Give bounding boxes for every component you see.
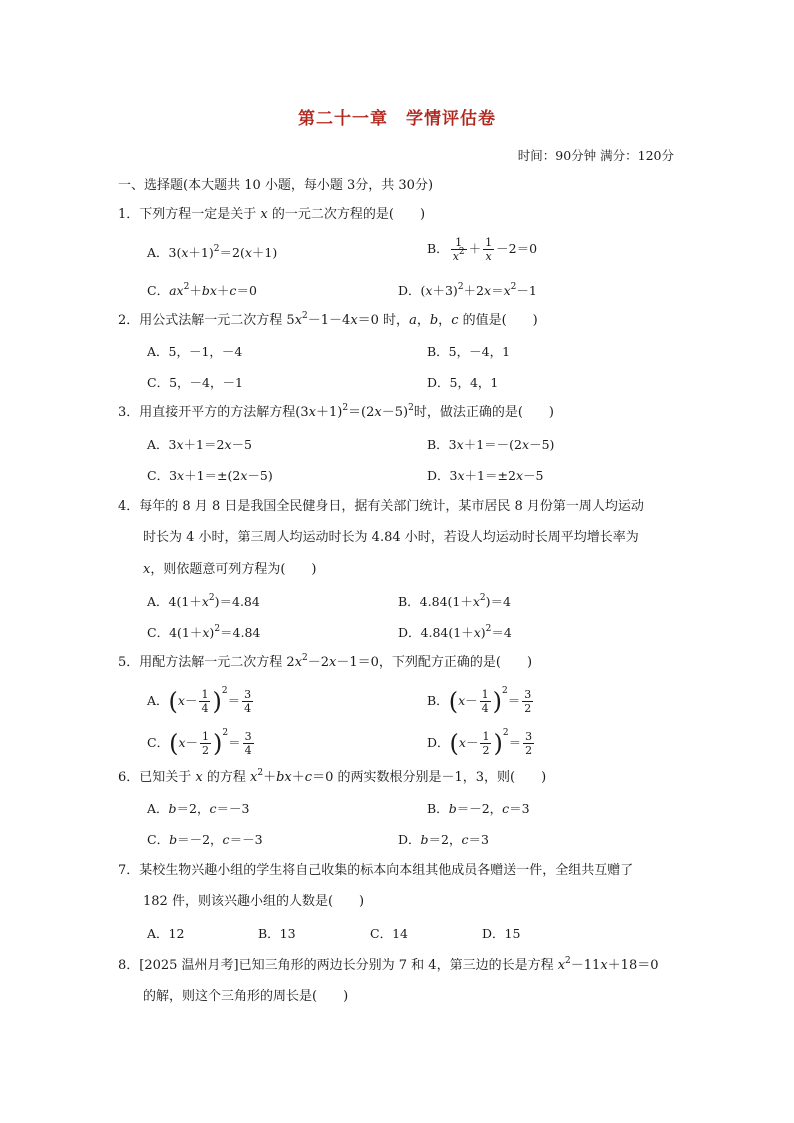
question-3-option-a: A．3x＋1＝2x－5 <box>147 437 252 452</box>
question-2-option-d: D．5，4，1 <box>427 375 499 390</box>
question-4-option-d: D．$4.84(1+x)^2=4$ <box>398 624 512 640</box>
question-4-option-b: B．$4.84(1+x^2)=4$ <box>398 593 511 609</box>
question-4-option-a: A．$4(1+x^2)=4.84$ <box>147 593 260 609</box>
question-1-option-a: A．$3(x+1)^2=2(x+1)$ <box>147 244 278 260</box>
question-1-option-c: C．$ax^2+bx+c=0$ <box>147 282 257 298</box>
question-6-option-c: C．b＝－2，c＝－3 <box>147 832 263 847</box>
question-3-option-c: C．3x＋1＝±(2x－5) <box>147 468 273 483</box>
question-7-stem-line-1: 7．某校生物兴趣小组的学生将自己收集的标本向本组其他成员各赠送一件，全组共互赠了 <box>118 863 634 878</box>
question-2-option-b: B．5，－4，1 <box>427 344 511 359</box>
question-3-stem: 3．用直接开平方的方法解方程$(3x+1)^2=(2x-5)^2$时，做法正确的是( ) <box>118 403 554 420</box>
question-4-option-c: C．$4(1+x)^2=4.84$ <box>147 624 261 640</box>
question-4-stem-line-2: 时长为 4 小时，第三周人均运动时长为 4.84 小时，若设人均运动时长周平均增长率为 <box>143 530 639 545</box>
question-8-stem-line-1: 8．[2025 温州月考]已知三角形的两边长分别为 7 和 4，第三边的长是方程 $x^2-11x+18=0$ <box>118 956 659 973</box>
question-5-option-a: A．(x－ $\frac{1}{4}$ )$^2$＝ $\frac{3}{4}$ <box>147 686 252 716</box>
question-3-option-b: B．3x＋1＝－(2x－5) <box>427 437 555 452</box>
question-6-option-a: A．b＝2，c＝－3 <box>147 801 250 816</box>
question-4-stem-line-1: 4．每年的 8 月 8 日是我国全民健身日，据有关部门统计，某市居民 8 月份第一周人均运动 <box>118 499 644 514</box>
question-6-option-d: D．b＝2，c＝3 <box>398 832 489 847</box>
question-1-option-d: D．$(x+3)^2+2x=x^2-1$ <box>398 282 537 298</box>
question-5-option-d: D．(x－ $\frac{1}{2}$ )$^2$＝ $\frac{3}{2}$ <box>427 728 533 758</box>
question-6-option-b: B．b＝－2，c＝3 <box>427 801 530 816</box>
question-8-stem-line-2: 的解，则这个三角形的周长是( ) <box>143 989 349 1004</box>
question-3-option-d: D．3x＋1＝±2x－5 <box>427 468 544 483</box>
question-2-option-a: A．5，－1，－4 <box>147 344 243 359</box>
question-2-option-c: C．5，－4，－1 <box>147 375 243 390</box>
question-7-option-a: A．12 <box>147 926 185 941</box>
question-2-stem: 2．用公式法解一元二次方程 $5x^2-1-4x=0$ 时，a，b，c 的值是( ) <box>118 311 538 328</box>
exam-meta: 时间：90分钟 满分：120分 <box>517 148 674 163</box>
question-5-stem: 5．用配方法解一元二次方程 $2x^2-2x-1=0$，下列配方正确的是( ) <box>118 653 533 670</box>
question-7-option-d: D．15 <box>482 926 521 941</box>
question-1-stem: 1．下列方程一定是关于 x 的一元二次方程的是( ) <box>118 207 426 222</box>
page-title: 第二十一章 学情评估卷 <box>298 109 496 129</box>
question-5-option-b: B．(x－ $\frac{1}{4}$ )$^2$＝ $\frac{3}{2}$ <box>427 686 532 716</box>
question-1-option-b: B． $\frac{1}{x^2}$ ＋ $\frac{1}{x}$ －2＝0 <box>427 236 538 263</box>
question-4-stem-line-3: x，则依题意可列方程为( ) <box>143 562 317 577</box>
question-5-option-c: C．(x－ $\frac{1}{2}$ )$^2$＝ $\frac{3}{4}$ <box>147 728 252 758</box>
section-heading: 一、选择题(本大题共 10 小题，每小题 3分，共 30分) <box>118 178 434 193</box>
question-7-stem-line-2: 182 件，则该兴趣小组的人数是( ) <box>143 894 365 909</box>
question-7-option-c: C．14 <box>370 926 408 941</box>
question-7-option-b: B．13 <box>258 926 296 941</box>
question-6-stem: 6．已知关于 x 的方程 $x^2+bx+c=0$ 的两实数根分别是－1，3，则( ) <box>118 768 547 785</box>
